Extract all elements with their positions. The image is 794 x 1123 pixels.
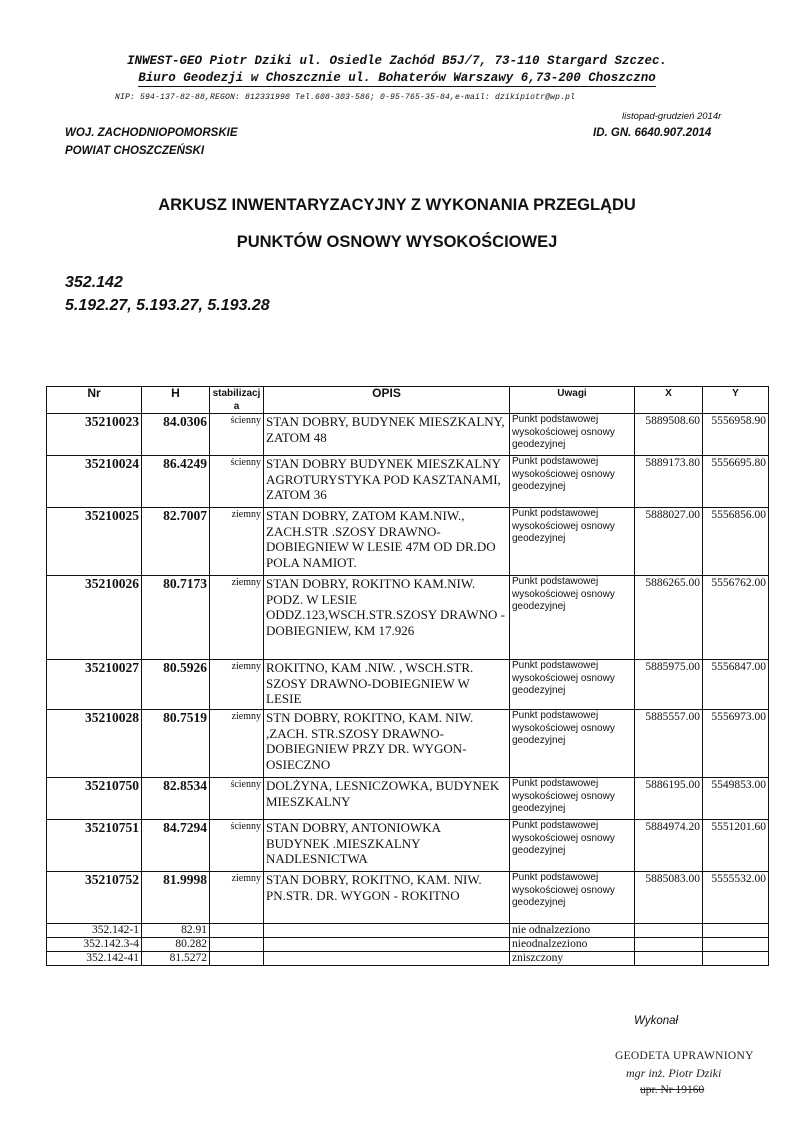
county: POWIAT CHOSZCZEŃSKI <box>65 145 205 157</box>
empty-cell <box>264 952 510 966</box>
point-number: 352.142-1 <box>47 924 142 938</box>
map-sheets: 5.192.27, 5.193.27, 5.193.28 <box>65 297 270 314</box>
point-x: 5889173.80 <box>635 456 703 508</box>
table-row <box>47 576 769 660</box>
empty-cell <box>635 952 703 966</box>
point-remarks: Punkt podstawowej wysokościowej osnowy geodezyjnej <box>510 508 635 576</box>
empty-cell <box>210 938 264 952</box>
stamp-title: GEODETA UPRAWNIONY <box>615 1050 754 1062</box>
point-number: 35210750 <box>47 778 142 820</box>
header-opis: OPIS <box>264 387 510 414</box>
point-number: 35210751 <box>47 820 142 872</box>
table-row <box>47 778 769 820</box>
point-stabilization: ścienny <box>210 778 264 820</box>
point-height: 86.4249 <box>142 456 210 508</box>
point-stabilization: ścienny <box>210 456 264 508</box>
point-height: 84.7294 <box>142 820 210 872</box>
company-line: INWEST-GEO Piotr Dziki ul. Osiedle Zachód B5J/7, 73-110 Stargard Szczec. <box>126 54 668 68</box>
wykonal-label: Wykonał <box>634 1015 679 1027</box>
point-x: 5885975.00 <box>635 660 703 710</box>
point-y: 5549853.00 <box>703 778 769 820</box>
table-row <box>47 952 769 966</box>
point-remarks: Punkt podstawowej wysokościowej osnowy geodezyjnej <box>510 710 635 778</box>
point-description: STAN DOBRY, ANTONIOWKA BUDYNEK .MIESZKALNY NADLESNICTWA <box>264 820 510 872</box>
point-height: 82.7007 <box>142 508 210 576</box>
table-row <box>47 710 769 778</box>
point-number: 35210024 <box>47 456 142 508</box>
point-y: 5556856.00 <box>703 508 769 576</box>
point-height: 81.9998 <box>142 872 210 924</box>
point-stabilization: ziemny <box>210 660 264 710</box>
table-header-row <box>47 387 769 414</box>
empty-cell <box>703 938 769 952</box>
point-remarks: nieodnalzeziono <box>510 938 635 952</box>
header-h: H <box>142 387 210 414</box>
point-y: 5556847.00 <box>703 660 769 710</box>
point-height: 80.7519 <box>142 710 210 778</box>
point-x: 5886195.00 <box>635 778 703 820</box>
point-description: ROKITNO, KAM .NIW. , WSCH.STR. SZOSY DRAWNO-DOBIEGNIEW W LESIE <box>264 660 510 710</box>
document-title-line1: ARKUSZ INWENTARYZACYJNY Z WYKONANIA PRZEGLĄDU <box>158 196 636 214</box>
point-stabilization: ziemny <box>210 872 264 924</box>
table-row <box>47 456 769 508</box>
point-remarks: nie odnalzeziono <box>510 924 635 938</box>
table-body <box>47 414 769 966</box>
table-row <box>47 820 769 872</box>
point-y: 5551201.60 <box>703 820 769 872</box>
empty-cell <box>264 924 510 938</box>
point-x: 5888027.00 <box>635 508 703 576</box>
point-x: 5886265.00 <box>635 576 703 660</box>
point-height: 80.7173 <box>142 576 210 660</box>
point-remarks: Punkt podstawowej wysokościowej osnowy geodezyjnej <box>510 660 635 710</box>
point-remarks: Punkt podstawowej wysokościowej osnowy geodezyjnej <box>510 778 635 820</box>
table-row <box>47 414 769 456</box>
survey-period: listopad-grudzień 2014r <box>622 111 722 122</box>
point-description: STAN DOBRY, ROKITNO, KAM. NIW. PN.STR. DR. WYGON - ROKITNO <box>264 872 510 924</box>
point-stabilization: ziemny <box>210 508 264 576</box>
header-nr: Nr <box>47 387 142 414</box>
point-height: 80.5926 <box>142 660 210 710</box>
point-description: STAN DOBRY BUDYNEK MIESZKALNY AGROTURYSTYKA POD KASZTANAMI, ZATOM 36 <box>264 456 510 508</box>
point-remarks: Punkt podstawowej wysokościowej osnowy geodezyjnej <box>510 820 635 872</box>
point-y: 5556958.90 <box>703 414 769 456</box>
empty-cell <box>635 938 703 952</box>
point-stabilization: ścienny <box>210 820 264 872</box>
header-y: Y <box>703 387 769 414</box>
point-description: STAN DOBRY, BUDYNEK MIESZKALNY, ZATOM 48 <box>264 414 510 456</box>
point-remarks: zniszczony <box>510 952 635 966</box>
point-x: 5885083.00 <box>635 872 703 924</box>
point-x: 5885557.00 <box>635 710 703 778</box>
empty-cell <box>703 952 769 966</box>
sheet-number: 352.142 <box>65 274 123 291</box>
empty-cell <box>635 924 703 938</box>
header-uwagi: Uwagi <box>510 387 635 414</box>
empty-cell <box>703 924 769 938</box>
table-row <box>47 872 769 924</box>
point-height: 84.0306 <box>142 414 210 456</box>
point-number: 35210026 <box>47 576 142 660</box>
point-remarks: Punkt podstawowej wysokościowej osnowy geodezyjnej <box>510 576 635 660</box>
point-height: 82.91 <box>142 924 210 938</box>
point-number: 352.142-41 <box>47 952 142 966</box>
point-y: 5556973.00 <box>703 710 769 778</box>
point-number: 35210025 <box>47 508 142 576</box>
stamp-name: mgr inż. Piotr Dziki <box>626 1066 722 1080</box>
table-row <box>47 938 769 952</box>
contact-line: NIP: 594-137-82-88,REGON: 812331990 Tel.608-303-586; 0-95-765-35-84,e-mail: dzikipiotr@wp.pl <box>115 93 576 102</box>
empty-cell <box>210 952 264 966</box>
table-row <box>47 508 769 576</box>
empty-cell <box>264 938 510 952</box>
stamp-license-text: upr. Nr 19160 <box>640 1084 705 1096</box>
point-number: 352.142.3-4 <box>47 938 142 952</box>
point-y: 5556695.80 <box>703 456 769 508</box>
point-number: 35210028 <box>47 710 142 778</box>
stamp-license <box>640 1084 704 1096</box>
point-stabilization: ziemny <box>210 576 264 660</box>
document-title-line2: PUNKTÓW OSNOWY WYSOKOŚCIOWEJ <box>236 233 558 251</box>
point-y: 5556762.00 <box>703 576 769 660</box>
point-description: STAN DOBRY, ZATOM KAM.NIW., ZACH.STR .SZOSY DRAWNO-DOBIEGNIEW W LESIE 47M OD DR.DO POLA NAMIOT. <box>264 508 510 576</box>
inventory-table <box>46 386 769 966</box>
header-x: X <box>635 387 703 414</box>
point-height: 81.5272 <box>142 952 210 966</box>
point-y: 5555532.00 <box>703 872 769 924</box>
point-number: 35210027 <box>47 660 142 710</box>
point-number: 35210023 <box>47 414 142 456</box>
id-gn: ID. GN. 6640.907.2014 <box>593 127 712 139</box>
point-x: 5889508.60 <box>635 414 703 456</box>
point-stabilization: ziemny <box>210 710 264 778</box>
point-remarks: Punkt podstawowej wysokościowej osnowy geodezyjnej <box>510 414 635 456</box>
point-remarks: Punkt podstawowej wysokościowej osnowy geodezyjnej <box>510 456 635 508</box>
point-number: 35210752 <box>47 872 142 924</box>
voivodeship: WOJ. ZACHODNIOPOMORSKIE <box>65 127 238 139</box>
table-row <box>47 660 769 710</box>
point-description: STN DOBRY, ROKITNO, KAM. NIW. ,ZACH. STR.SZOSY DRAWNO-DOBIEGNIEW PRZY DR. WYGON-OSIECZNO <box>264 710 510 778</box>
point-stabilization: ścienny <box>210 414 264 456</box>
point-x: 5884974.20 <box>635 820 703 872</box>
point-remarks: Punkt podstawowej wysokościowej osnowy geodezyjnej <box>510 872 635 924</box>
point-description: DOLŻYNA, LESNICZOWKA, BUDYNEK MIESZKALNY <box>264 778 510 820</box>
office-line-text: Biuro Geodezji w Choszcznie ul. Bohaterów Warszawy 6,73-200 Choszczno <box>138 71 656 85</box>
point-height: 80.282 <box>142 938 210 952</box>
header-stabilizacja: stabilizacja <box>210 387 264 414</box>
point-height: 82.8534 <box>142 778 210 820</box>
point-description: STAN DOBRY, ROKITNO KAM.NIW. PODZ. W LESIE ODDZ.123,WSCH.STR.SZOSY DRAWNO - DOBIEGNIEW, KM 17.926 <box>264 576 510 660</box>
table-row <box>47 924 769 938</box>
empty-cell <box>210 924 264 938</box>
office-line <box>0 71 794 85</box>
